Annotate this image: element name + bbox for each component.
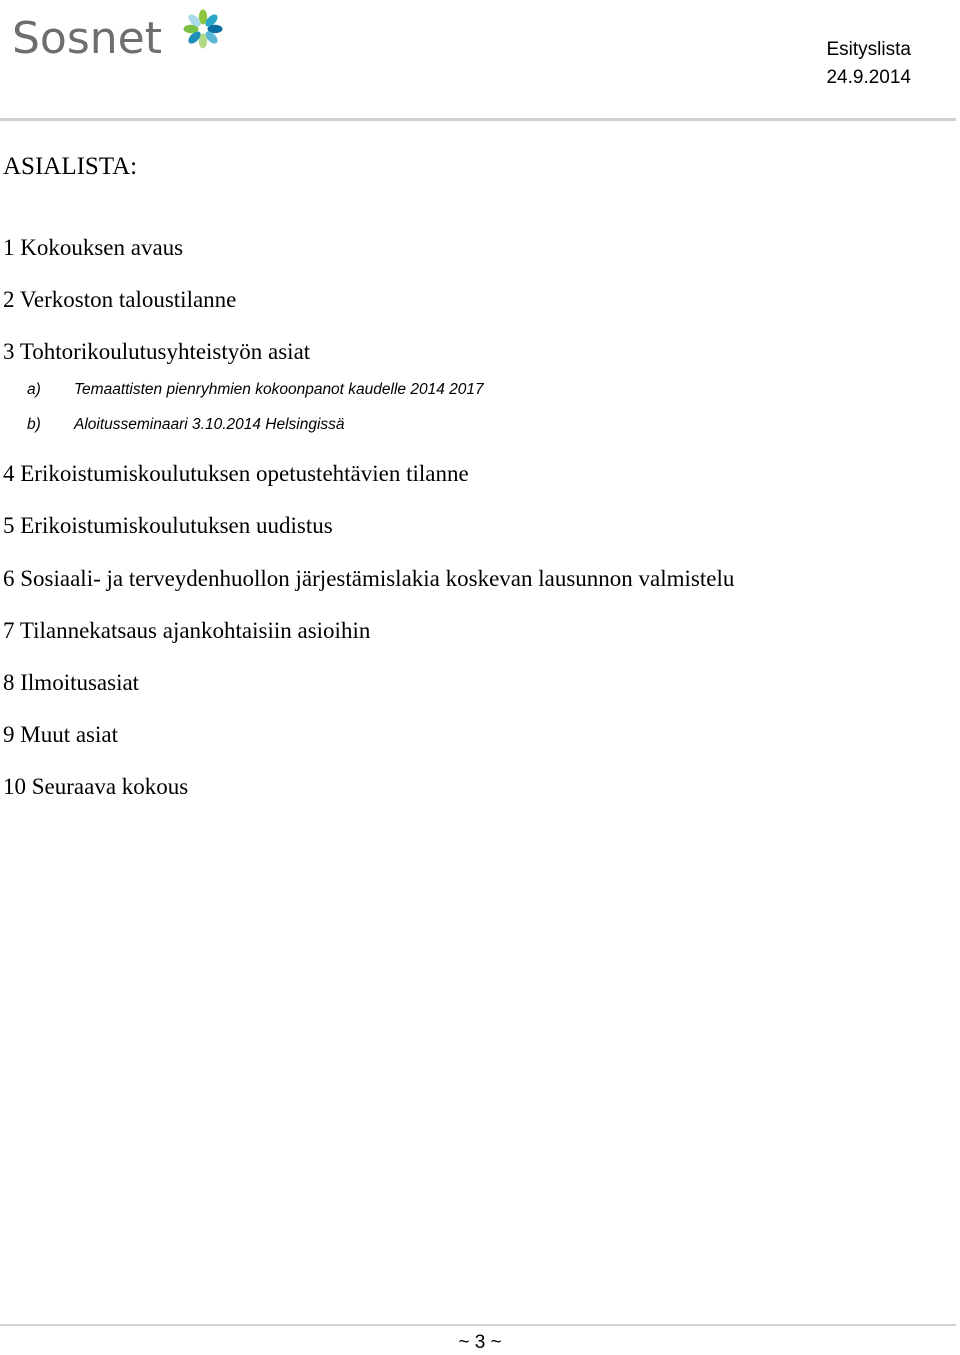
document-type: Esityslista bbox=[826, 39, 911, 60]
sosnet-logo bbox=[12, 8, 222, 68]
header-divider bbox=[0, 118, 956, 121]
document-date: 24.9.2014 bbox=[826, 67, 911, 88]
page-title: ASIALISTA: bbox=[3, 153, 138, 180]
agenda-item: 7 Tilannekatsaus ajankohtaisiin asioihin bbox=[3, 618, 371, 643]
agenda-item: 3 Tohtorikoulutusyhteistyön asiat bbox=[3, 339, 311, 364]
agenda-item: 4 Erikoistumiskoulutuksen opetustehtävien tilanne bbox=[3, 461, 469, 486]
flower-logo-icon bbox=[182, 8, 224, 50]
logo-wordmark: Sosnet bbox=[12, 13, 162, 64]
agenda-item: 2 Verkoston taloustilanne bbox=[3, 287, 237, 312]
page-number: ~ 3 ~ bbox=[458, 1332, 502, 1353]
agenda-subitem bbox=[27, 415, 345, 435]
document-meta bbox=[826, 36, 911, 92]
agenda-item: 10 Seuraava kokous bbox=[3, 774, 189, 799]
subitem-text: Temaattisten pienryhmien kokoonpanot kaudelle 2014 2017 bbox=[74, 381, 484, 398]
footer-divider bbox=[0, 1324, 956, 1326]
agenda-subitem bbox=[27, 380, 484, 400]
subitem-marker: a) bbox=[27, 381, 41, 398]
agenda-item: 6 Sosiaali- ja terveydenhuollon järjestämislakia koskevan lausunnon valmistelu bbox=[3, 566, 735, 591]
agenda-item: 1 Kokouksen avaus bbox=[3, 235, 184, 260]
subitem-text: Aloitusseminaari 3.10.2014 Helsingissä bbox=[74, 416, 345, 433]
subitem-marker: b) bbox=[27, 416, 41, 433]
agenda-item: 9 Muut asiat bbox=[3, 722, 118, 747]
agenda-item: 8 Ilmoitusasiat bbox=[3, 670, 140, 695]
agenda-item: 5 Erikoistumiskoulutuksen uudistus bbox=[3, 513, 333, 538]
